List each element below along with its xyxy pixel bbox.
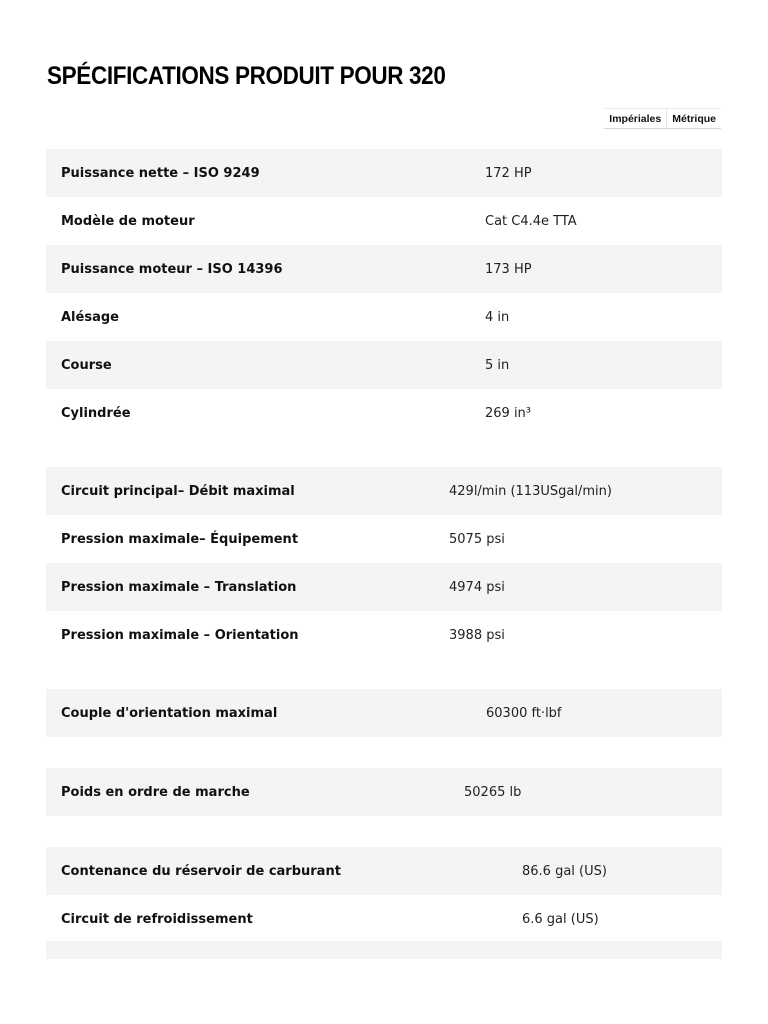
spec-label: Circuit de refroidissement xyxy=(61,911,253,927)
spec-row xyxy=(46,389,722,437)
spec-value: 269 in³ xyxy=(485,405,532,421)
spec-label: Circuit principal– Débit maximal xyxy=(61,483,295,499)
spec-label: Puissance moteur – ISO 14396 xyxy=(61,261,283,277)
spec-label: Pression maximale – Translation xyxy=(61,579,297,595)
spec-row xyxy=(46,515,722,563)
spec-value: 429l/min (113USgal/min) xyxy=(449,483,612,499)
spec-row xyxy=(46,341,722,389)
spec-row xyxy=(46,293,722,341)
page-title: SPÉCIFICATIONS PRODUIT POUR 320 xyxy=(47,62,446,90)
spec-value: 173 HP xyxy=(485,261,532,277)
spec-row xyxy=(46,895,722,943)
engine-spec-group xyxy=(46,149,722,437)
spec-label: Puissance nette – ISO 9249 xyxy=(61,165,260,181)
spec-value: 4974 psi xyxy=(449,579,505,595)
spec-value: 6.6 gal (US) xyxy=(522,911,599,927)
spec-row xyxy=(46,563,722,611)
spec-label: Alésage xyxy=(61,309,119,325)
spec-label: Pression maximale – Orientation xyxy=(61,627,299,643)
spec-value: Cat C4.4e TTA xyxy=(485,213,577,229)
imperial-units-button[interactable]: Impériales xyxy=(604,108,666,129)
spec-value: 60300 ft·lbf xyxy=(486,705,562,721)
spec-row xyxy=(46,197,722,245)
spec-row xyxy=(46,467,722,515)
spec-value: 172 HP xyxy=(485,165,532,181)
spec-value: 5075 psi xyxy=(449,531,505,547)
spec-value: 86.6 gal (US) xyxy=(522,863,607,879)
spec-row xyxy=(46,847,722,895)
spec-value: 50265 lb xyxy=(464,784,522,800)
spec-label: Poids en ordre de marche xyxy=(61,784,250,800)
spec-label: Couple d'orientation maximal xyxy=(61,705,278,721)
spec-row xyxy=(46,149,722,197)
metric-units-button[interactable]: Métrique xyxy=(666,108,721,129)
spec-row xyxy=(46,611,722,659)
spec-label: Course xyxy=(61,357,112,373)
spec-label: Modèle de moteur xyxy=(61,213,195,229)
weight-spec-group xyxy=(46,768,722,816)
spec-label: Contenance du réservoir de carburant xyxy=(61,863,341,879)
spec-value: 3988 psi xyxy=(449,627,505,643)
capacities-spec-group xyxy=(46,847,722,943)
spec-label: Cylindrée xyxy=(61,405,131,421)
hydraulic-spec-group xyxy=(46,467,722,659)
spec-row xyxy=(46,245,722,293)
spec-row-partial xyxy=(46,941,722,959)
spec-label: Pression maximale– Équipement xyxy=(61,531,299,547)
swing-spec-group xyxy=(46,689,722,737)
spec-value: 5 in xyxy=(485,357,510,373)
unit-toggle xyxy=(604,108,721,129)
spec-row xyxy=(46,768,722,816)
spec-value: 4 in xyxy=(485,309,510,325)
spec-row xyxy=(46,689,722,737)
